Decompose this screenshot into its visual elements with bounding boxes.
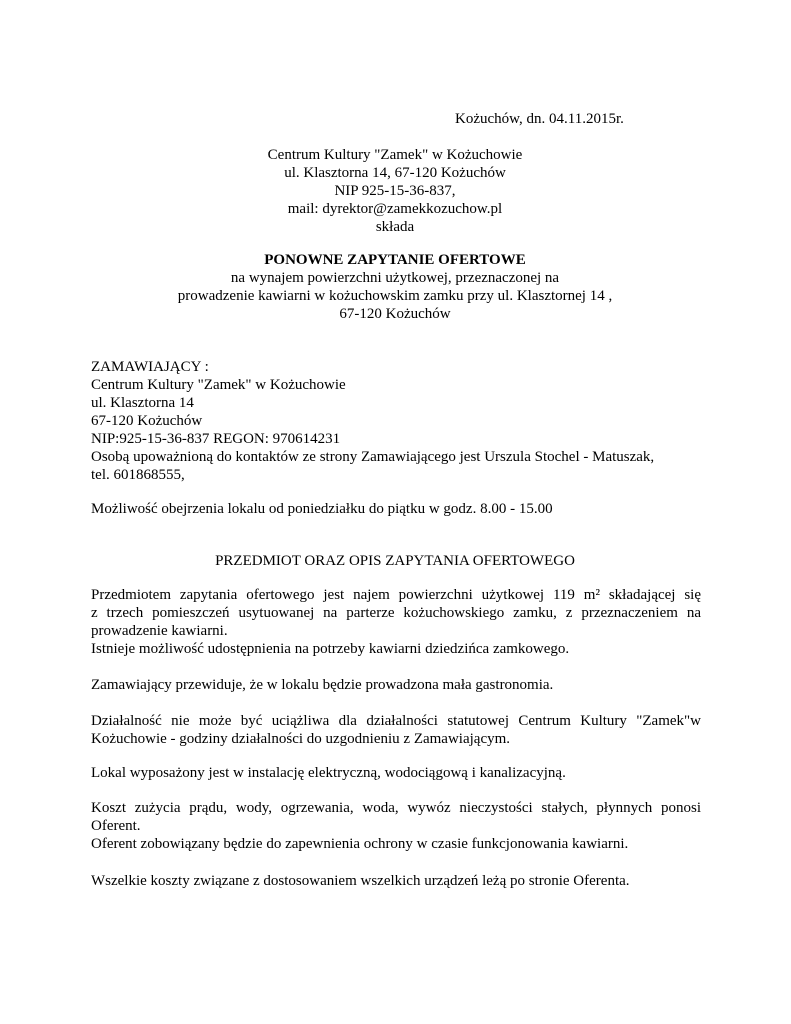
viewing-info: Możliwość obejrzenia lokalu od poniedziałku do piątku w godz. 8.00 - 15.00 [91, 501, 553, 517]
issuer-name: Centrum Kultury "Zamek" w Kożuchowie [267, 147, 523, 163]
issuer-mail: mail: dyrektor@zamekkozuchow.pl [287, 201, 503, 217]
client-contact: Osobą upoważnioną do kontaktów ze strony Zamawiającego jest Urszula Stochel - Matuszak, [91, 449, 655, 465]
client-ids: NIP:925-15-36-837 REGON: 970614231 [91, 431, 341, 447]
title-line-3: 67-120 Kożuchów [339, 306, 451, 322]
p3-line-2: Kożuchowie - godziny działalności do uzgodnieniu z Zamawiającym. [91, 731, 511, 747]
client-phone: tel. 601868555, [91, 467, 185, 483]
p5-line-3: Oferent zobowiązany będzie do zapewnienia ochrony w czasie funkcjonowania kawiarni. [91, 836, 629, 852]
issuer-sklada: składa [375, 219, 415, 235]
section-heading: PRZEDMIOT ORAZ OPIS ZAPYTANIA OFERTOWEGO [215, 553, 575, 569]
p1-line-1: Przedmiotem zapytania ofertowego jest najem powierzchni użytkowej 119 m² składającej się [91, 587, 701, 603]
p5-line-1: Koszt zużycia prądu, wody, ogrzewania, woda, wywóz nieczystości stałych, płynnych ponosi [91, 800, 701, 816]
p2: Zamawiający przewiduje, że w lokalu będzie prowadzona mała gastronomia. [91, 677, 554, 693]
issuer-address: ul. Klasztorna 14, 67-120 Kożuchów [284, 165, 506, 181]
document-title: PONOWNE ZAPYTANIE OFERTOWE [264, 252, 526, 268]
client-label: ZAMAWIAJĄCY : [91, 359, 209, 375]
issuer-nip: NIP 925-15-36-837, [334, 183, 456, 199]
title-line-2: prowadzenie kawiarni w kożuchowskim zamku przy ul. Klasztornej 14 , [177, 288, 613, 304]
p3-line-1: Działalność nie może być uciążliwa dla działalności statutowej Centrum Kultury "Zamek"w [91, 713, 701, 729]
client-city: 67-120 Kożuchów [91, 413, 203, 429]
client-name: Centrum Kultury "Zamek" w Kożuchowie [91, 377, 346, 393]
client-street: ul. Klasztorna 14 [91, 395, 194, 411]
p6: Wszelkie koszty związane z dostosowaniem wszelkich urządzeń leżą po stronie Oferenta. [91, 873, 630, 889]
date-line: Kożuchów, dn. 04.11.2015r. [455, 111, 624, 127]
p4: Lokal wyposażony jest w instalację elektryczną, wodociągową i kanalizacyjną. [91, 765, 566, 781]
p1-line-3: prowadzenie kawiarni. [91, 623, 228, 639]
p1-line-4: Istnieje możliwość udostępnienia na potrzeby kawiarni dziedzińca zamkowego. [91, 641, 570, 657]
title-line-1: na wynajem powierzchni użytkowej, przeznaczonej na [230, 270, 560, 286]
p5-line-2: Oferent. [91, 818, 141, 834]
p1-line-2: z trzech pomieszczeń usytuowanej na parterze kożuchowskiego zamku, z przeznaczeniem na [91, 605, 701, 621]
